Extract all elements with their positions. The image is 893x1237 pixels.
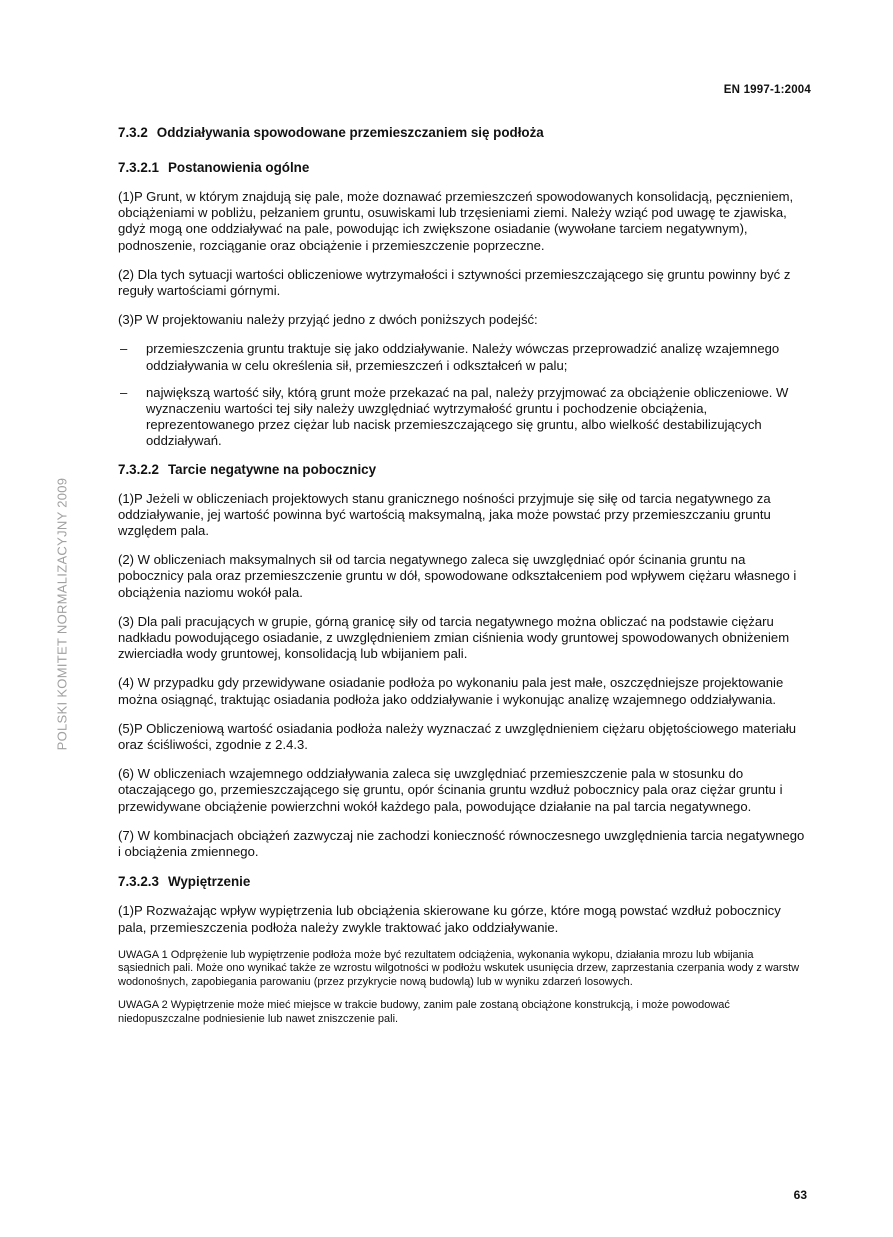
paragraph: (2) W obliczeniach maksymalnych sił od tarcia negatywnego zaleca się uwzględniać opór ścinania gruntu na pobocznicy pala oraz przemieszczenie gruntu w dół, spowodowane odkształceniem pod wpływem ciężaru własnego i obciążenia naziomu wokół pala.: [118, 552, 797, 600]
page-content: [118, 124, 806, 1037]
paragraph: (6) W obliczeniach wzajemnego oddziaływania zaleca się uwzględniać przemieszczenie pala w stosunku do otaczającego go, przemieszczającego się gruntu, opór ścinania gruntu wzdłuż pobocznicy pala oraz ciężar gruntu i przewidywane obciążenie powierzchni wokół każdego pala, powodujące działanie na pal tarcia negatywnego.: [118, 766, 783, 814]
subsection-title: Tarcie negatywne na pobocznicy: [167, 461, 377, 477]
page-number: 63: [793, 1188, 807, 1202]
paragraph: (5)P Obliczeniową wartość osiadania podłoża należy wyznaczać z uwzględnieniem ciężaru objętościowego materiału oraz ściśliwości, zgodnie z 2.4.3.: [118, 720, 797, 753]
paragraph: (1)P Rozważając wpływ wypiętrzenia lub obciążenia skierowane ku górze, które mogą powstać wzdłuż pobocznicy pala, przemieszczenia podłoża należy zwykle traktować jako oddziaływanie.: [118, 903, 781, 935]
note-1: UWAGA 1 Odprężenie lub wypiętrzenie podłoża może być rezultatem odciążenia, wykonania wykopu, działania mrozu lub wbijania sąsiednich pali. Może ono wynikać także ze wzrostu wilgotności w podłożu wskutek usunięcia drzew, zaprzestania czerpania wody z warstw wodonośnych, zapobiegania parowaniu (przez przykrycie nową budowlą) lub w wyniku zdarzeń losowych.: [118, 948, 800, 988]
section-number: 7.3.2: [118, 125, 148, 140]
paragraph: (4) W przypadku gdy przewidywane osiadanie podłoża po wykonaniu pala jest małe, oszczędniejsze projektowanie można osiągnąć, traktując osiadania podłoża jako oddziaływanie i wykonując analizę wzajemnego oddziaływania.: [118, 675, 784, 707]
paragraph: (2) Dla tych sytuacji wartości obliczeniowe wytrzymałości i sztywności przemieszczającego się gruntu powinny być z reguły wartościami górnymi.: [118, 266, 791, 299]
subsection-title: Postanowienia ogólne: [167, 160, 310, 175]
note-2: UWAGA 2 Wypiętrzenie może mieć miejsce w trakcie budowy, zanim pale zostaną obciążone konstrukcją, i może powodować niedopuszczalne podniesienie lub nawet zniszczenie pali.: [118, 999, 730, 1026]
dash-bullet: –: [120, 341, 128, 357]
side-watermark: POLSKI KOMITET NORMALIZACYJNY 2009: [54, 477, 70, 751]
paragraph: (7) W kombinacjach obciążeń zazwyczaj nie zachodzi konieczność równoczesnego uwzględnienia tarcia negatywnego i obciążenia zmiennego.: [118, 827, 805, 860]
section-heading: [118, 124, 806, 142]
list-item-text: największą wartość siły, którą grunt może przekazać na pal, należy przyjmować za obciążenie obliczeniowe. W wyznaczeniu wartości tej siły należy uwzględniać wytrzymałość gruntu i pochodzenie obciążenia, reprezentowanego przez ciężar lub nacisk przemieszczającego się gruntu, albo wielkość destabilizujących oddziaływań.: [146, 384, 789, 449]
subsection-number: 7.3.2.1: [118, 160, 159, 175]
list-item: [118, 385, 806, 450]
subsection-heading-heave: [118, 873, 806, 891]
paragraph: (3)P W projektowaniu należy przyjąć jedno z dwóch poniższych podejść:: [118, 312, 538, 328]
section-title: Oddziaływania spowodowane przemieszczaniem się podłoża: [156, 125, 544, 140]
subsection-number: 7.3.2.3: [118, 874, 159, 890]
paragraph: (1)P Jeżeli w obliczeniach projektowych stanu granicznego nośności przyjmuje się siłę od tarcia negatywnego za oddziaływanie, jej wartość powinna być wartością maksymalną, jaka może powstać przy przemieszczaniu gruntu względem pala.: [118, 490, 771, 539]
paragraph: (1)P Grunt, w którym znajdują się pale, może doznawać przemieszczeń spowodowanych konsolidacją, pęcznieniem, obciążeniami w pobliżu, pełzaniem gruntu, osuwiskami lub trzęsieniami ziemi. Należy wziąć pod uwagę te zjawiska, gdyż mogą one oddziaływać na pale, powodując ich zwiększone osiadanie (wywołane tarciem negatywnym), podnoszenie, rozciąganie oraz obciążenie i przemieszczenie poprzeczne.: [118, 189, 794, 253]
dash-bullet: –: [120, 384, 128, 400]
subsection-number: 7.3.2.2: [118, 461, 159, 477]
list-item-text: przemieszczenia gruntu traktuje się jako oddziaływanie. Należy wówczas przeprowadzić analizę wzajemnego oddziaływania w celu określenia sił, przemieszczeń i odkształceń w palu;: [146, 341, 780, 373]
standard-code: EN 1997-1:2004: [723, 84, 811, 96]
paragraph: (3) Dla pali pracujących w grupie, górną granicę siły od tarcia negatywnego można obliczać na podstawie ciężaru nadkładu powodującego osiadanie, z uwzględnieniem zmian ciśnienia wody gruntowej spowodowanych obniżeniem zwierciadła wody gruntowej, konsolidacją lub wbijaniem pali.: [118, 613, 790, 662]
approach-list: [118, 341, 806, 449]
subsection-heading-general: [118, 159, 806, 177]
subsection-heading-negative-friction: [118, 461, 806, 479]
list-item: [118, 341, 806, 373]
subsection-title: Wypiętrzenie: [167, 874, 251, 890]
